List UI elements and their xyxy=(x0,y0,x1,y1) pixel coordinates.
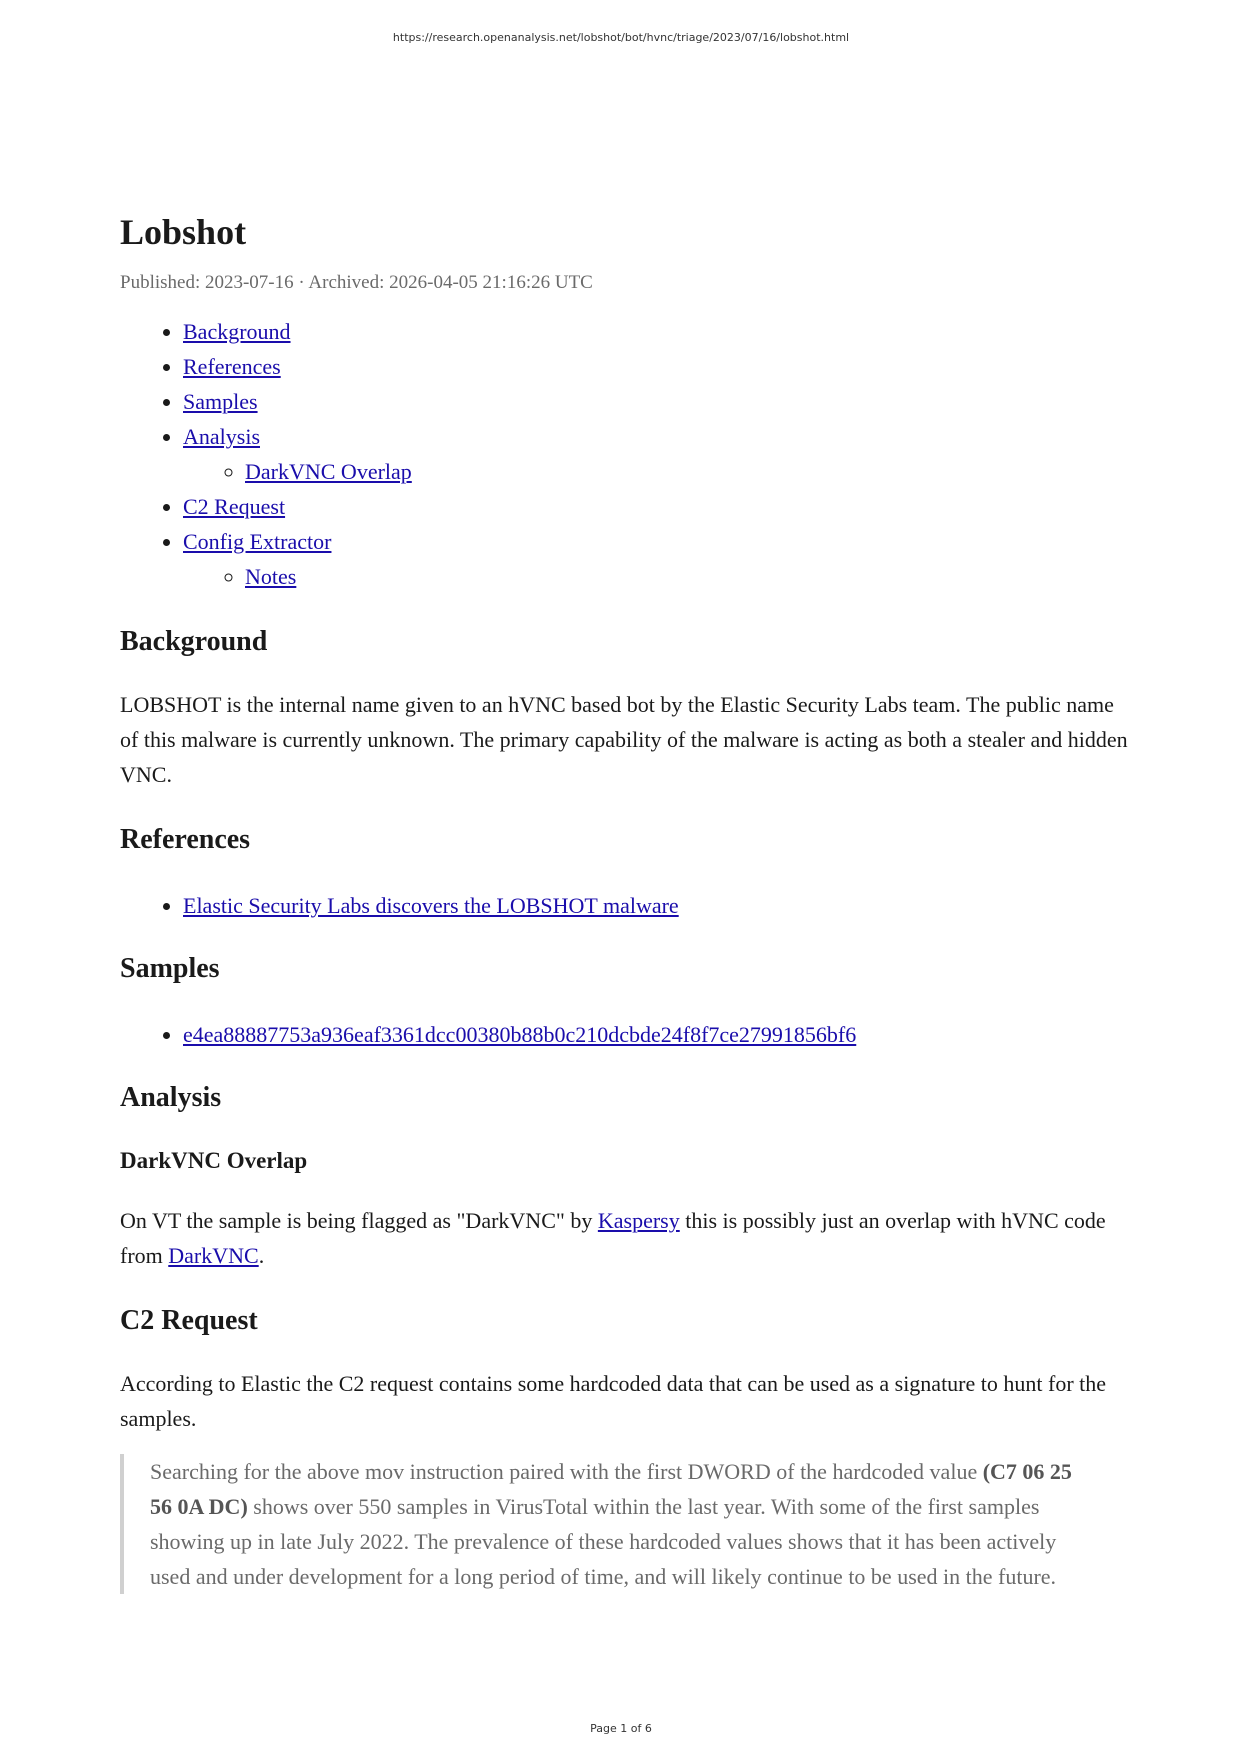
quote-bold-value: (C7 06 25 56 0A DC) xyxy=(150,1459,1072,1519)
table-of-contents xyxy=(120,314,1130,594)
page-url: https://research.openanalysis.net/lobshot/bot/hvnc/triage/2023/07/16/lobshot.html xyxy=(392,31,850,44)
analysis-heading: Analysis xyxy=(120,1082,222,1113)
background-paragraph: LOBSHOT is the internal name given to an hVNC based bot by the Elastic Security Labs team. The public name of this malware is currently unknown. The primary capability of the malware is acting as both a stealer and hidden VNC. xyxy=(120,692,1128,787)
elastic-quote xyxy=(120,1454,1088,1594)
toc-item xyxy=(183,489,1130,524)
toc-link-config-extractor[interactable]: Config Extractor xyxy=(183,529,332,554)
samples-heading: Samples xyxy=(120,953,220,984)
toc-subitem xyxy=(245,454,1130,489)
analysis-text: . xyxy=(258,1243,265,1268)
background-heading: Background xyxy=(120,626,268,657)
darkvnc-link[interactable]: DarkVNC xyxy=(168,1243,259,1268)
article xyxy=(120,210,1130,1594)
toc-link-darkvnc-overlap[interactable]: DarkVNC Overlap xyxy=(245,459,412,484)
c2-paragraph: According to Elastic the C2 request contains some hardcoded data that can be used as a signature to hunt for the samples. xyxy=(120,1371,1107,1431)
samples-list xyxy=(120,1017,1130,1052)
analysis-text: this is possibly just an overlap with hVNC code from xyxy=(120,1208,1106,1268)
darkvnc-overlap-heading: DarkVNC Overlap xyxy=(120,1148,308,1173)
sample-hash-link[interactable]: e4ea88887753a936eaf3361dcc00380b88b0c210dcbde24f8f7ce27991856bf6 xyxy=(183,1022,857,1047)
quote-text: Searching for the above mov instruction paired with the first DWORD of the hardcoded value xyxy=(150,1459,983,1484)
list-item xyxy=(183,888,1130,923)
toc-link-analysis[interactable]: Analysis xyxy=(183,424,260,449)
analysis-text: On VT the sample is being flagged as "DarkVNC" by xyxy=(120,1208,598,1233)
toc-link-c2-request[interactable]: C2 Request xyxy=(183,494,286,519)
quote-text: shows over 550 samples in VirusTotal within the last year. With some of the first samples showing up in late July 2022. The prevalence of these hardcoded values shows that it has been actively used and under development for a long period of time, and will likely continue to be used in the future. xyxy=(150,1494,1057,1589)
toc-item xyxy=(183,314,1130,349)
page-title: Lobshot xyxy=(120,212,247,252)
toc-link-references[interactable]: References xyxy=(183,354,281,379)
analysis-paragraph xyxy=(120,1203,1130,1273)
reference-link[interactable]: Elastic Security Labs discovers the LOBSHOT malware xyxy=(183,893,679,918)
toc-link-samples[interactable]: Samples xyxy=(183,389,258,414)
toc-link-notes[interactable]: Notes xyxy=(245,564,297,589)
c2-request-heading: C2 Request xyxy=(120,1305,258,1336)
toc-link-background[interactable]: Background xyxy=(183,319,291,344)
toc-subitem xyxy=(245,559,1130,594)
toc-item xyxy=(183,524,1130,594)
page-number: Page 1 of 6 xyxy=(590,1722,652,1735)
references-list xyxy=(120,888,1130,923)
toc-item xyxy=(183,349,1130,384)
references-heading: References xyxy=(120,824,251,855)
list-item xyxy=(183,1017,1130,1052)
toc-item xyxy=(183,384,1130,419)
publish-meta: Published: 2023-07-16 · Archived: 2026-04-05 21:16:26 UTC xyxy=(120,272,593,293)
toc-item xyxy=(183,419,1130,489)
kaspersky-link[interactable]: Kaspersy xyxy=(597,1208,680,1233)
